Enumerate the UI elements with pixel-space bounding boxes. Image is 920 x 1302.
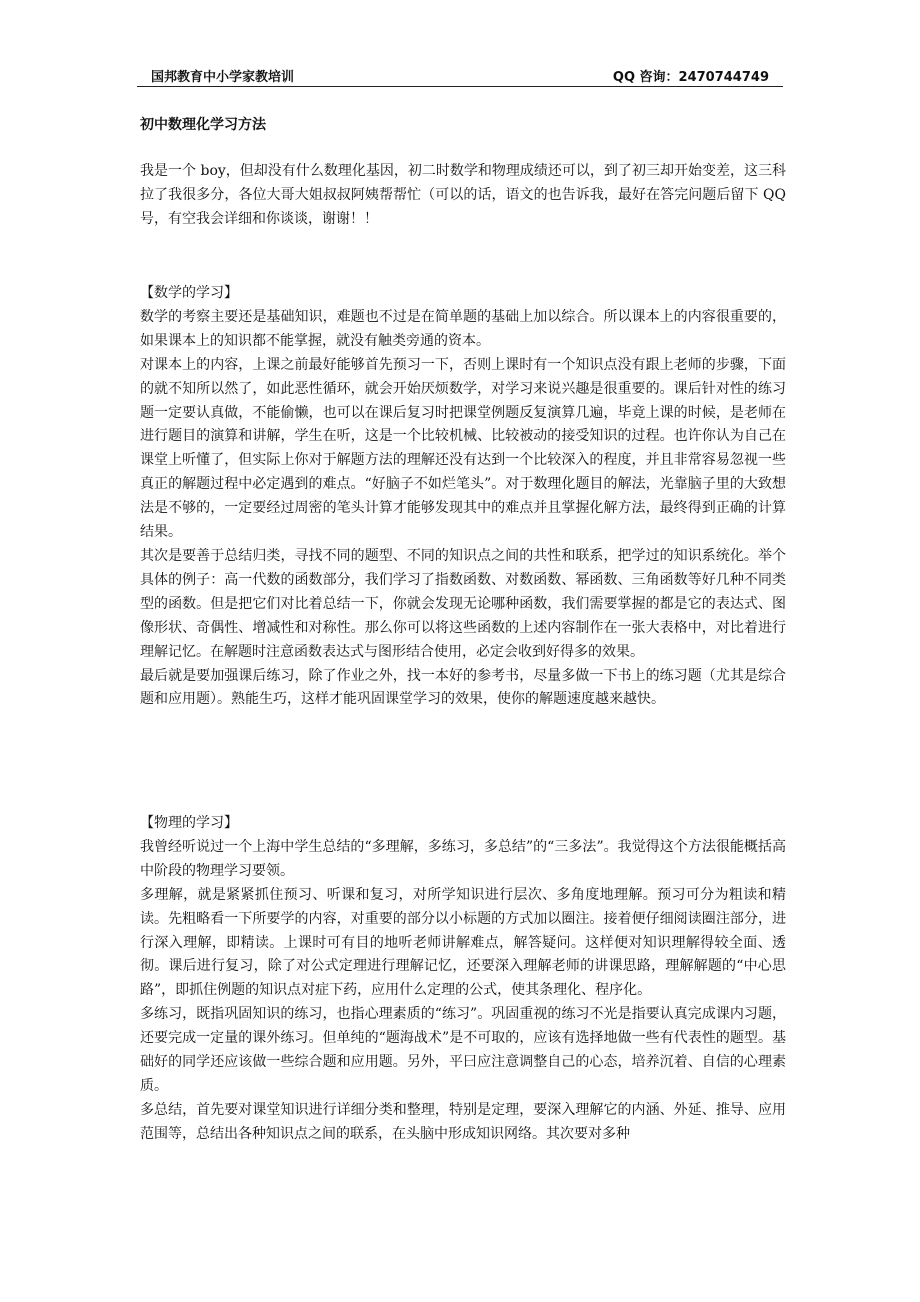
math-heading: 【数学的学习】: [140, 285, 238, 301]
physics-paragraph: 多理解，就是紧紧抓住预习、听课和复习，对所学知识进行层次、多角度地理解。预习可分为粗读和精读。先粗略看一下所要学的内容，对重要的部分以小标题的方式加以圈注。接着便仔细阅读圈注部分，进行深入理解，即精读。上课时可有目的地听老师讲解难点，解答疑问。这样便对知识理解得较全面、透彻。课后进行复习，除了对公式定理进行理解记忆，还要深入理解老师的讲课思路，理解解题的“中心思路”，即抓住例题的知识点对症下药，应用什么定理的公式，使其条理化、程序化。: [140, 886, 786, 999]
math-section: [140, 282, 786, 712]
physics-paragraph: 多总结，首先要对课堂知识进行详细分类和整理，特别是定理，要深入理解它的内涵、外延、推导、应用范围等，总结出各种知识点之间的联系，在头脑中形成知识网络。其次要对多种: [140, 1101, 786, 1142]
document-title: 初中数理化学习方法: [140, 117, 266, 133]
physics-paragraph: 多练习，既指巩固知识的练习，也指心理素质的“练习”。巩固重视的练习不光是指要认真完成课内习题，还要完成一定量的课外练习。但单纯的“题海战术”是不可取的，应该有选择地做一些有代表性的题型。基础好的同学还应该做一些综合题和应用题。另外，平曰应注意调整自己的心态，培养沉着、自信的心理素质。: [140, 1006, 786, 1094]
header-org-name: 国邦教育中小学家教培训: [151, 70, 295, 85]
math-paragraph: 最后就是要加强课后练习，除了作业之外，找一本好的参考书，尽量多做一下书上的练习题（尤其是综合题和应用题）。熟能生巧，这样才能巩固课堂学习的效果，使你的解题速度越来越快。: [140, 667, 786, 708]
intro-paragraph: 我是一个 boy，但却没有什么数理化基因，初二时数学和物理成绩还可以，到了初三却开始变差，这三科拉了我很多分，各位大哥大姐叔叔阿姨帮帮忙（可以的话，语文的也告诉我，最好在答完问题后留下 QQ 号，有空我会详细和你谈谈，谢谢！！: [140, 163, 786, 227]
intro-section: [140, 160, 786, 232]
physics-heading: 【物理的学习】: [140, 815, 238, 831]
page-header: [137, 64, 783, 87]
math-paragraph: 数学的考察主要还是基础知识，难题也不过是在简单题的基础上加以综合。所以课本上的内容很重要的，如果课本上的知识都不能掌握，就没有触类旁通的资本。: [140, 308, 786, 349]
math-paragraph: 其次是要善于总结归类，寻找不同的题型、不同的知识点之间的共性和联系，把学过的知识系统化。举个具体的例子：高一代数的函数部分，我们学习了指数函数、对数函数、幂函数、三角函数等好几种不同类型的函数。但是把它们对比着总结一下，你就会发现无论哪种函数，我们需要掌握的都是它的表达式、图像形状、奇偶性、增减性和对称性。那么你可以将这些函数的上述内容制作在一张大表格中，对比着进行理解记忆。在解题时注意函数表达式与图形结合使用，必定会收到好得多的效果。: [140, 547, 786, 660]
math-paragraph: 对课本上的内容，上课之前最好能够首先预习一下，否则上课时有一个知识点没有跟上老师的步骤，下面的就不知所以然了，如此恶性循环，就会开始厌烦数学，对学习来说兴趣是很重要的。课后针对性的练习题一定要认真做，不能偷懒，也可以在课后复习时把课堂例题反复演算几遍，毕竟上课的时候，是老师在进行题目的演算和讲解，学生在听，这是一个比较机械、比较被动的接受知识的过程。也许你认为自己在课堂上听懂了，但实际上你对于解题方法的理解还没有达到一个比较深入的程度，并且非常容易忽视一些真正的解题过程中必定遇到的难点。“好脑子不如烂笔头”。对于数理化题目的解法，光靠脑子里的大致想法是不够的，一定要经过周密的笔头计算才能够发现其中的难点并且掌握化解方法，最终得到正确的计算结果。: [140, 356, 786, 541]
physics-paragraph: 我曾经听说过一个上海中学生总结的“多理解，多练习，多总结”的“三多法”。我觉得这个方法很能概括高中阶段的物理学习要领。: [140, 838, 786, 879]
physics-section: [140, 812, 786, 1147]
header-qq-contact: QQ 咨询：2470744749: [612, 70, 769, 85]
